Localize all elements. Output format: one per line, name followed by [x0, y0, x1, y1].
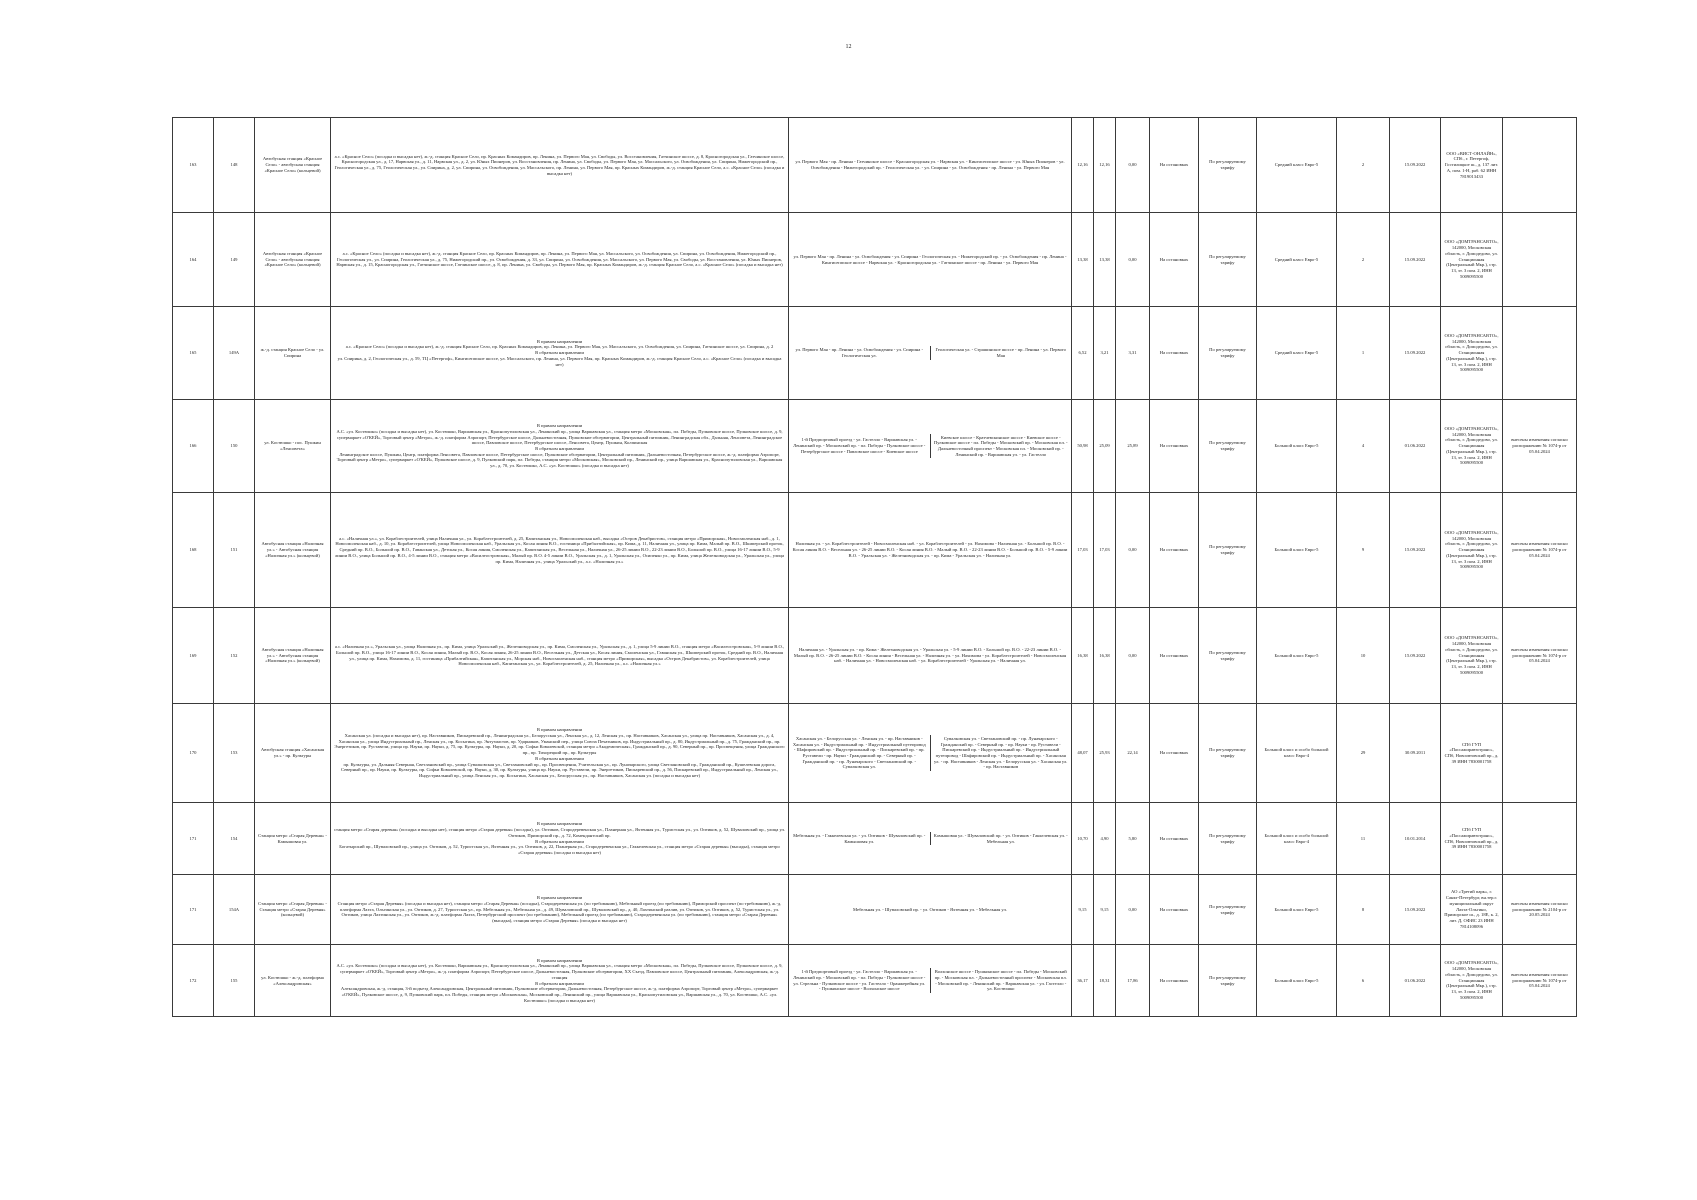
cell-tariff: По регулируемому тарифу	[1199, 875, 1257, 945]
cell-note: внесены изменения согласно распоряжению № 1074-р от 05.04.2024	[1503, 945, 1577, 1017]
cell-vehicle: Большой класс Евро-5	[1257, 875, 1337, 945]
stops-text: А.С. «ул. Костюшко» (посадка и высадка нет), ул. Костюшко, Варшавская ул., Краснопутиловская ул., Ленинский пр., улица Варшавская ул., станция метро «Московская», пл. Победы, Пулковское шоссе, Пулковское шоссе, д. 9, супермаркет «О'КЕЙ», Торговый центр «Метро», ж.-д. платформа Аэропорт, Петербургское шоссе, Дальневосточная, Пулковские обсерватории, Центральный питомник, Ленинградская обл., Дальняя, Ленсовета, Ленинградское шоссе, Павловское шоссе, Петербургское шоссе, Ленсовета, Центр, Пушкин, Колпинская	[336, 428, 783, 446]
stops-text: В обратном направлении	[535, 755, 584, 761]
cell-count: 4	[1337, 400, 1390, 493]
routes-table	[172, 117, 1577, 1017]
cell-vehicle: Большой класс Евро-5	[1257, 608, 1337, 704]
path-forward: 1-й Предпортовый проезд - ул. Гастелло - Варшавская ул. - Ленинский пр. - Московский пр. - пл. Победы - Пулковское шоссе - Петербургское шоссе - Павловское шоссе - Киевское шоссе	[793, 437, 926, 454]
path-backward: Сувалковская ул. - Светлановский пр. - пр. Луначарского - Гражданский пр. - Северный пр. - пр. Науки - пр. Руставели - Пискаревский пр. - Индустриальный пр. - Индустриальный путепровод - Шафировский пр. - Индустриальный пр. - Хасанская ул. - пр. Наставников - Ленская ул. - Белорусская ул. - Хасанская ул. - пр. Наставников	[930, 735, 1072, 771]
table-row	[173, 803, 1577, 875]
path-backward: Камышовая ул. - Шуваловский пр. - ул. Оптиков - Гаккелевская ул. - Мебельная ул.	[930, 832, 1072, 845]
cell-count: 11	[1337, 803, 1390, 875]
cell-note: внесены изменения согласно распоряжению № 2104-р от 20.05.2024	[1503, 875, 1577, 945]
cell-tariff: По регулируемому тарифу	[1199, 803, 1257, 875]
cell-len-back: 0,00	[1116, 875, 1150, 945]
cell-date: 15.09.2022	[1390, 608, 1441, 704]
cell-len-back: 0,00	[1116, 493, 1150, 608]
cell-date: 15.09.2022	[1390, 118, 1441, 213]
cell-vehicle: Большой класс и особо большой класс Евро-4	[1257, 704, 1337, 803]
cell-carrier: СПб ГУП «Пассажиравтотранс», СПб, Новоовтовский пр., д. 39 ИНН 7830001758	[1441, 704, 1503, 803]
table-row	[173, 400, 1577, 493]
cell-stops	[331, 118, 789, 213]
path-forward: Хасанская ул. - Белорусская ул. - Ленская ул. - пр. Наставников - Хасанская ул. - Индустриальный пр. - Индустриальный путепровод - Шафировский пр. - Индустриальный пр. - Пискаревский пр. - пр. Руставели - пр. Науки - Гражданский пр. - Северный пр. - Гражданский пр. - пр. Луначарского - Светлановский пр. - Сувалковская ул.	[792, 735, 926, 770]
cell-stops	[331, 213, 789, 307]
cell-len-fwd: 25,09	[1094, 400, 1116, 493]
cell-n: 166	[173, 400, 214, 493]
cell-carrier: СПб ГУП «Пассажиравтотранс», СПб, Новоовтовский пр., д. 39 ИНН 7830001758	[1441, 803, 1503, 875]
cell-len-fwd: 25,93	[1094, 704, 1116, 803]
cell-len-total: 50,98	[1072, 400, 1094, 493]
cell-len-back: 0,00	[1116, 608, 1150, 704]
cell-route: 149	[214, 213, 255, 307]
cell-stops	[331, 945, 789, 1017]
cell-count: 29	[1337, 704, 1390, 803]
path-forward: 1-й Предпортовый проезд - ул. Гастелло - Варшавская ул. - Ленинский пр. - Московский пр. - пл. Победы - Пулковское шоссе - ул. Стрельна - Пулковское шоссе - ул. Гастелло - Оранжерейная ул. - Пушкинское шоссе - Волхонское шоссе	[793, 969, 926, 992]
cell-n: 171	[173, 875, 214, 945]
cell-tariff: По регулируемому тарифу	[1199, 945, 1257, 1017]
cell-vehicle: Большой класс и особо большой класс Евро-4	[1257, 803, 1337, 875]
cell-path	[789, 400, 1072, 493]
cell-carrier: ООО «ДОМТРАНСАВТО», 142000, Московская область, г. Домодедово, ул. Станционная (Центральный Мкр.), стр. 13, эт. 3 пом. 2, ИНН 5009095500	[1441, 213, 1503, 307]
cell-carrier: ООО «ВИСТ-ОНЛАЙН», СПб., г. Петергоф, Гостилицкое ш., д. 137 лит. А, пом. 1-Н, раб. 62 ИНН 7819013433	[1441, 118, 1503, 213]
stops-text: В обратном направлении	[535, 980, 584, 986]
cell-stop-order: На остановках	[1150, 118, 1199, 213]
cell-route: 150	[214, 400, 255, 493]
cell-stop-order: На остановках	[1150, 307, 1199, 400]
cell-len-fwd: 3,21	[1094, 307, 1116, 400]
cell-len-back: 17,86	[1116, 945, 1150, 1017]
cell-carrier: ООО «ДОМТРАНСАВТО», 142000, Московская область, г. Домодедово, ул. Станционная (Центральный Мкр.), стр. 13, эт. 3 пом. 2, ИНН 5009095500	[1441, 400, 1503, 493]
cell-len-back: 25,89	[1116, 400, 1150, 493]
cell-date: 01.06.2022	[1390, 400, 1441, 493]
cell-route: 154	[214, 803, 255, 875]
cell-vehicle: Средний класс Евро-5	[1257, 213, 1337, 307]
cell-len-total: 13,38	[1072, 213, 1094, 307]
cell-stop-order: На остановках	[1150, 493, 1199, 608]
cell-note	[1503, 803, 1577, 875]
stops-text: В прямом направлении	[536, 895, 583, 901]
cell-count: 6	[1337, 945, 1390, 1017]
cell-len-total: 12,16	[1072, 118, 1094, 213]
cell-count: 8	[1337, 875, 1390, 945]
cell-carrier: ООО «ДОМТРАНСАВТО», 142000, Московская область, г. Домодедово, ул. Станционная (Центральный Мкр.), стр. 13, эт. 3 пом. 2, ИНН 5009095500	[1441, 307, 1503, 400]
cell-len-total: 10,70	[1072, 803, 1094, 875]
path-backward: Киевское шоссе - Кратчевскинское шоссе - Киевское шоссе - Пулковское шоссе - пл. Победы - Московский пр. - Московская пл. - Дальневосточный проспект - Московская пл. - Московский пр. - Ленинский пр. - Варшавская ул. - ул. Гастелло	[930, 434, 1072, 459]
cell-name: Автобусная станция «Красное Село» - автобусная станция «Красное Село» (кольцевой)	[255, 118, 331, 213]
cell-name: Станция метро «Старая Деревня» - Станция метро «Старая Деревня» (кольцевой)	[255, 875, 331, 945]
page-number: 12	[845, 44, 852, 50]
cell-date: 15.09.2022	[1390, 307, 1441, 400]
cell-name: Автобусная станция «Наличная ул.» - Автобусная станция «Наличная ул.» (кольцевой)	[255, 493, 331, 608]
cell-n: 170	[173, 704, 214, 803]
cell-path	[789, 945, 1072, 1017]
cell-note	[1503, 704, 1577, 803]
cell-date: 15.09.2022	[1390, 875, 1441, 945]
table-row	[173, 945, 1577, 1017]
cell-len-fwd: 18,31	[1094, 945, 1116, 1017]
cell-count: 10	[1337, 608, 1390, 704]
path-backward: Геологическая ул. - Страшинское шоссе - пр. Ленина - ул. Первого Мая	[930, 346, 1072, 359]
cell-route: 154А	[214, 875, 255, 945]
cell-date: 15.09.2022	[1390, 493, 1441, 608]
cell-name: Станция метро «Старая Деревня» - Камышовая ул.	[255, 803, 331, 875]
stops-text: В прямом направлении	[536, 957, 583, 963]
table-row	[173, 704, 1577, 803]
cell-date: 01.06.2022	[1390, 945, 1441, 1017]
cell-vehicle: Большой класс Евро-5	[1257, 945, 1337, 1017]
cell-note	[1503, 307, 1577, 400]
cell-len-total: 9,15	[1072, 875, 1094, 945]
cell-len-fwd: 17,03	[1094, 493, 1116, 608]
stops-text: а.с. «Наличная ул.», Уральская ул., улица Наличная ул., пр. Кима, улица Уральский ул., Железноводская ул., пр. Кима, Смоленская ул., Уральская ул., д. 1, улица 5-9 линии В.О., станция метро «Василеостровская», 5-9 линии В.О., Большой пр. В.О., улица 16-17 линии В.О., Косая линия, Малый пр. В.О., Косая линия, 26-25 линии В.О., Весельная ул., Детская ул., Косая линия, Смоленская ул., Гаванская ул., Шкиперский проток, Средний пр. В.О., Наличная ул., улица пр. Кима, Нахимова, д. 11, гостиница «Прибалтийская», Капитанская ул., Морская наб., Новосмоленская наб., станция метро «Приморская», высадка «Остров Декабристов», ул. Кораблестроителей, улица Новосмоленская наб., Капитанская ул., ул. Кораблестроителей, д. 25, Наличная ул., а.с. «Наличная ул.»	[334, 644, 785, 667]
cell-path: Мебельная ул. - Шуваловский пр. - ул. Оптиков - Яхтенная ул. - Мебельная ул.	[789, 875, 1072, 945]
cell-path: Наличная ул. - ул. Кораблестроителей - Новосмоленская наб. - ул. Кораблестроителей - ул. Нахимова - Наличная ул. - Большой пр. В.О. - Косая линия В.О. - Весельная ул. - 26-25 линии В.О. - Косая линия В.О. - Малый пр. В.О. - 22-23 линии В.О. - Большой пр. В.О. - 5-9 линии В.О. - Уральская ул. - Железноводская ул. - пр. Кима - Уральская ул. - Наличная ул.	[789, 493, 1072, 608]
cell-note: внесены изменения согласно распоряжению № 1074-р от 05.04.2024	[1503, 400, 1577, 493]
stops-text: ул. Спирина, д. 2, Геологическая ул., д. 59, ТЦ «Петергоф», Кингисеппское шоссе, ул. Массальского, пр. Ленина, ул. Первого Мая, пр. Красных Командиров, ж.-д. станция Красное Село, а.с. «Красное Село» (посадка и высадка нет)	[337, 355, 782, 367]
stops-text: В обратном направлении	[535, 446, 584, 451]
stops-text: В обратном направлении	[535, 350, 584, 356]
cell-date: 30.09.2011	[1390, 704, 1441, 803]
table-row	[173, 213, 1577, 307]
cell-n: 165	[173, 307, 214, 400]
cell-count: 9	[1337, 493, 1390, 608]
stops-text: В прямом направлении	[536, 423, 583, 429]
cell-tariff: По регулируемому тарифу	[1199, 608, 1257, 704]
cell-stops	[331, 704, 789, 803]
stops-text: Хасанская ул. (посадка и высадка нет), пр. Наставников, Пискаревский пр., Ленинградская ул., Белорусская ул., Ленская ул., д. 12, Ленская ул., пр. Наставников, Хасанская ул., улица пр. Наставников, Хасанская ул., д. 4, Хасанская ул., улица Индустриальный пр., Ленская ул., пр. Косыгина, пр. Энтузиастов, пр. Ударников, Уманский пер., улица Союза Печатников, пр. Индустриальный пр., д. 80, Индустриальный пр., д. 75, Гражданский пр., пр. Энергетиков, пр. Руставели, улица пр. Науки, пр. Науки, д. 75, пр. Культуры, пр. Науки, д. 20, пр. Софьи Ковалевской, станция метро «Академическая», Гражданский пр., д. 90, Северный пр., пр. Просвещения, улица Гражданского пр., пр. Тихорецкий пр., пр. Культуры	[334, 732, 785, 756]
cell-vehicle: Большой класс Евро-5	[1257, 400, 1337, 493]
stops-text: В прямом направлении	[536, 338, 583, 344]
cell-note	[1503, 118, 1577, 213]
cell-len-total: 6,52	[1072, 307, 1094, 400]
path-forward: Мебельная ул. - Гаккелевская ул. - ул. Оптиков - Шуваловский пр. - Камышовая ул.	[793, 832, 926, 844]
cell-count: 2	[1337, 213, 1390, 307]
cell-tariff: По регулируемому тарифу	[1199, 704, 1257, 803]
cell-len-total: 16,38	[1072, 608, 1094, 704]
table-row	[173, 493, 1577, 608]
cell-carrier: ООО «ДОМТРАНСАВТО», 142000, Московская область, г. Домодедово, ул. Станционная (Центральный Мкр.), стр. 13, эт. 3 пом. 2, ИНН 5009095500	[1441, 608, 1503, 704]
path-backward: Волхонское шоссе - Пушкинское шоссе - пл. Победы - Московский пр. - Московская пл. - Дальневосточный проспект - Московская пл. - Московский пр. - Ленинский пр. - Варшавская ул. - ул. Гастелло - ул. Костюшко	[930, 968, 1072, 993]
cell-stop-order: На остановках	[1150, 608, 1199, 704]
cell-path: ул. Первого Мая - пр. Ленина - Гатчинское шоссе - Красногородская ул. - Нарвская ул. - Кингисеппское шоссе - ул. Юных Пионеров - ул. Освобождения - Нижегородский пр. - Геологическая ул. - ул. Спирина - ул. Освобождения - пр. Ленина - ул. Первого Мая	[789, 118, 1072, 213]
cell-carrier: АО «Третий парк», г. Санкт-Петербург, вн.тер.г. муниципальный округ Лахта-Ольгино, Приморское ш., д. 18Е, к. 2, лит. Д, ОФИС 23 ИНН 7814108096	[1441, 875, 1503, 945]
cell-len-back: 22,14	[1116, 704, 1150, 803]
cell-len-back: 3,31	[1116, 307, 1150, 400]
stops-text: Александровская, ж.-д. станция, 3-й подъезд Александровская, Центральный питомник, Пулковские обсерватории, Дальневосточная, Петербургское шоссе, ж.-д. платформа Аэропорт, Торговый центр «Метро», супермаркет «О'КЕЙ», Пулковское шоссе, д. 9, Пулковский парк, пл. Победы, станция метро «Московская», Московский пр., Ленинский пр., улица Варшавская ул., Краснопутиловская ул., Варшавская ул., д. 70, ул. Костюшко, А.С. «ул. Костюшко» (посадка и высадка нет)	[340, 986, 779, 1003]
cell-len-fwd: 12,16	[1094, 118, 1116, 213]
stops-text: пр. Культуры, ул. Дальняя Северная, Светлановский пр., улица Сувалковская ул., Светлановский пр., пр. Просвещения, Учительская ул., пр. Луначарского, улица Светлановский пр., Гражданский пр., Кушелевская дорога, Северный пр., пр. Науки, пр. Культуры, пр. Софьи Ковалевской, пр. Науки, д. 30, пр. Культуры, улица пр. Науки, пр. Руставели, пр. Энергетиков, Пискаревский пр., д. 56, Пискаревский пр., Индустриальный пр., Ленская ул., Индустриальный пр., улица Ленская ул., пр. Косыгина, Хасанская ул., Белорусская ул., пр. Наставников, Хасанская ул. (посадка и высадка нет)	[340, 761, 779, 779]
cell-carrier: ООО «ДОМТРАНСАВТО», 142000, Московская область, г. Домодедово, ул. Станционная (Центральный Мкр.), стр. 13, эт. 3 пом. 2, ИНН 5009095500	[1441, 493, 1503, 608]
stops-text: а.с. «Красное Село» (посадка и высадка нет), ж.-д. станция Красное Село, пр. Красных Командиров, пр. Ленина, ул. Первого Мая, ул. Массальского, ул. Освобождения, ул. Спирина, ул. Освобождения, Нижегородский пр., Геологическая ул., ул. Спирина, Геологическая ул., д. 75, Нижегородский пр., ул. Освобождения, д. 33, ул. Спирина, ул. Освобождения, ул. Массальского, ул. Первого Мая, ул. Свободы, ул. Восстановления, ул. Юных Пионеров, Нарвская ул., д. 15, Красногородская ул., Гатчинское шоссе, Гатчинское шоссе, д. 8, пр. Ленина, ул. Свободы, ул. Первого Мая, пр. Красных Командиров, ж.-д. станция Красное Село, а.с. «Красное Село» (посадка и высадка нет)	[336, 250, 783, 268]
cell-name: ул. Костюшко - пос. Пушкин «Ленсовета»	[255, 400, 331, 493]
cell-carrier: ООО «ДОМТРАНСАВТО», 142000, Московская область, г. Домодедово, ул. Станционная (Центральный Мкр.), стр. 13, эт. 3 пом. 2, ИНН 5009095500	[1441, 945, 1503, 1017]
cell-name: ж.-д. станция Красное Село - ул. Спирина	[255, 307, 331, 400]
path-forward: ул. Первого Мая - пр. Ленина - ул. Освобождения - ул. Спирина - Геологическая ул.	[795, 347, 923, 358]
table-row	[173, 608, 1577, 704]
cell-len-back: 0,00	[1116, 118, 1150, 213]
cell-n: 169	[173, 608, 214, 704]
cell-note: внесены изменения согласно распоряжению № 1074-р от 05.04.2024	[1503, 493, 1577, 608]
cell-stop-order: На остановках	[1150, 945, 1199, 1017]
table-row	[173, 307, 1577, 400]
cell-route: 149А	[214, 307, 255, 400]
cell-tariff: По регулируемому тарифу	[1199, 118, 1257, 213]
cell-tariff: По регулируемому тарифу	[1199, 400, 1257, 493]
cell-len-fwd: 13,38	[1094, 213, 1116, 307]
stops-text: В обратном направлении	[535, 838, 584, 844]
cell-vehicle: Средний класс Евро-5	[1257, 307, 1337, 400]
stops-text: В прямом направлении	[536, 821, 583, 827]
cell-route: 151	[214, 493, 255, 608]
cell-n: 164	[173, 213, 214, 307]
cell-stop-order: На остановках	[1150, 704, 1199, 803]
cell-n: 168	[173, 493, 214, 608]
cell-n: 172	[173, 945, 214, 1017]
stops-text: Богатырский пр., Шуваловский пр., улица ул. Оптиков, д. 52, Туристская ул., Яхтенная ул., ул. Оптиков, д. 22, Планерная ул., Стародеревенская ул., Гаккелевская ул., станция метро «Старая деревня» (высадка), станция метро «Старая деревня» (посадка и высадка нет)	[339, 844, 780, 855]
stops-text: А.С. «ул. Костюшко» (посадка и высадка нет), ул. Костюшко, Варшавская ул., Краснопутиловская ул., Ленинский пр., улица Варшавская ул., станция метро «Московская», пл. Победы, Пулковское шоссе, Пулковское шоссе, д. 9, супермаркет «О'КЕЙ», Торговый центр «Метро», ж.-д. платформа Аэропорт, Петербургское шоссе, Дальневосточная, Пулковские обсерватории, ХХ Съезд, Павловское шоссе, Центральный питомник, Александровская, ж.-д. станция	[336, 963, 783, 980]
cell-n: 171	[173, 803, 214, 875]
cell-stops	[331, 608, 789, 704]
cell-len-fwd: 9,15	[1094, 875, 1116, 945]
stops-text: а.с. «Красное Село» (посадка и высадка нет), ж.-д. станция Красное Село, пр. Красных Командиров, пр. Ленина, ул. Первого Мая, ул. Свободы, ул. Восстановления, Гатчинское шоссе, д. 8, Красногородская ул., Гатчинское шоссе, Красногородская ул., д. 17, Нарвская ул., д. 11, Нарвская ул., д. 2, ул. Юных Пионеров, ул. Восстановления, пр. Ленина, ул. Свободы, ул. Первого Мая, ул. Массальского, ул. Освобождения, ул. Спирина, Нижегородский пр., Геологическая ул., д. 75, Геологическая ул., ул. Спирина, д. 2, ул. Спирина, ул. Освобождения, ул. Массальского, пр. Ленина, ул. Первого Мая, пр. Красных Командиров, ж.-д. станция Красное Село, а.с. «Красное Село» (посадка и высадка нет)	[334, 153, 785, 176]
cell-name: ул. Костюшко - ж.-д. платформа «Александровская»	[255, 945, 331, 1017]
stops-text: станция метро «Старая деревня» (посадка и высадка нет), станция метро «Старая деревня» (посадка), ул. Оптиков, Стародеревенская ул., Планерная ул., Яхтенная ул., Туристская ул., ул. Оптиков, д. 52, Шуваловский пр., улица ул. Оптиков, Приморский пр., д. 72, Комендантский пр.	[334, 827, 785, 838]
cell-route: 155	[214, 945, 255, 1017]
stops-text: Станция метро «Старая Деревня» (посадка и высадка нет), станция метро «Старая Деревня» (посадка), Стародеревенская ул. (по требованию), Мебельный проезд (по требованию), Приморский проспект (по требованию), ж.-д. платформа Лахта, Ольгинская ул., ул. Оптиков, д. 27, Туристская ул., пр. Мебельная ул., Мебельная ул., д. 49, Шуваловский пр., Шуваловский пр., д. 40, Лахтинский разлив, ул. Оптиков, ул. Оптиков, д. 52, Туристская ул., ул. Оптиков, улица Лахтинская ул., ул. Оптиков, ж.-д. платформа Лахта, Петербургский проспект (по требованию), Мебельный проезд (по требованию), Стародеревенская ул. (по требованию), станция метро «Старая Деревня» (высадка), станция метро «Старая Деревня» (посадка и высадка нет)	[337, 900, 782, 924]
cell-route: 148	[214, 118, 255, 213]
routes-table-body	[173, 118, 1577, 1017]
cell-n: 163	[173, 118, 214, 213]
cell-stops	[331, 493, 789, 608]
table-row	[173, 118, 1577, 213]
cell-len-fwd: 16,38	[1094, 608, 1116, 704]
cell-count: 1	[1337, 307, 1390, 400]
cell-path	[789, 803, 1072, 875]
cell-stop-order: На остановках	[1150, 803, 1199, 875]
stops-text: Ленинградское шоссе, Пушкин, Центр, платформа Ленсовета, Павловское шоссе, Петербургское шоссе, Пулковские обсерватории, Центральный питомник, Дальневосточная, Петербургское шоссе, ж.-д. платформа Аэропорт, Торговый центр «Метро», супермаркет «О'КЕЙ», Пулковское шоссе, д. 9, Пулковский парк, пл. Победы, станция метро «Московская», Московский пр., Ленинский пр., улица Варшавская ул., Краснопутиловская ул., Варшавская ул., д. 70, ул. Костюшко, А.С. «ул. Костюшко» (посадка и высадка нет)	[336, 451, 783, 469]
cell-date: 15.09.2022	[1390, 213, 1441, 307]
cell-note	[1503, 213, 1577, 307]
cell-vehicle: Большой класс Евро-5	[1257, 493, 1337, 608]
cell-tariff: По регулируемому тарифу	[1199, 307, 1257, 400]
cell-tariff: По регулируемому тарифу	[1199, 493, 1257, 608]
cell-name: Автобусная станция «Хасанская ул.» - пр. Культуры	[255, 704, 331, 803]
cell-len-fwd: 4,90	[1094, 803, 1116, 875]
table-row	[173, 875, 1577, 945]
cell-stops	[331, 400, 789, 493]
cell-vehicle: Средний класс Евро-5	[1257, 118, 1337, 213]
cell-route: 152	[214, 608, 255, 704]
cell-stops	[331, 875, 789, 945]
cell-route: 153	[214, 704, 255, 803]
stops-text: а.с. «Красное Село» (посадка и высадка нет), ж.-д. станция Красное Село, пр. Красных Командиров, пр. Ленина, ул. Первого Мая, ул. Массальского, ул. Освобождения, ул. Спирина, Гатчинское шоссе, ул. Спирина, д. 2	[345, 344, 774, 350]
cell-len-total: 48,07	[1072, 704, 1094, 803]
cell-path	[789, 307, 1072, 400]
cell-stops	[331, 803, 789, 875]
cell-len-total: 36,17	[1072, 945, 1094, 1017]
cell-len-total: 17,03	[1072, 493, 1094, 608]
cell-name: Автобусная станция «Красное Село» - автобусная станция «Красное Село» (кольцевой)	[255, 213, 331, 307]
cell-name: Автобусная станция «Наличная ул.» - Автобусная станция «Наличная ул.» (кольцевой)	[255, 608, 331, 704]
cell-note: внесены изменения согласно распоряжению № 1074-р от 05.04.2024	[1503, 608, 1577, 704]
cell-path: ул. Первого Мая - пр. Ленина - ул. Освобождения - ул. Спирина - Геологическая ул. - Нижегородский пр. - ул. Освобождения - пр. Ленина - Кингисеппское шоссе - Нарвская ул. - Красногородская ул. - Гатчинское шоссе - пр. Ленина - ул. Первого Мая	[789, 213, 1072, 307]
cell-stops	[331, 307, 789, 400]
cell-tariff: По регулируемому тарифу	[1199, 213, 1257, 307]
cell-count: 2	[1337, 118, 1390, 213]
cell-stop-order: На остановках	[1150, 875, 1199, 945]
cell-path: Наличная ул. - Уральская ул. - пр. Кима - Железноводская ул. - Уральская ул. - 5-9 линии В.О. - Большой пр. В.О. - 22-23 линии В.О. - Малый пр. В.О. - 26-25 линии В.О. - Косая линия - Весельная ул. - Наличная ул. - ул. Нахимова - ул. Кораблестроителей - Новосмоленская наб. - Наличная ул. - Новосмоленская наб. - ул. Кораблестроителей - Уральская ул. - Наличная ул.	[789, 608, 1072, 704]
cell-stop-order: На остановках	[1150, 213, 1199, 307]
cell-path	[789, 704, 1072, 803]
cell-date: 10.01.2014	[1390, 803, 1441, 875]
stops-text: В прямом направлении	[536, 727, 583, 733]
cell-len-back: 5,80	[1116, 803, 1150, 875]
cell-stop-order: На остановках	[1150, 400, 1199, 493]
cell-len-back: 0,00	[1116, 213, 1150, 307]
stops-text: а.с. «Наличная ул.», ул. Кораблестроителей, улица Наличная ул., ул. Кораблестроителей, д. 25, Капитанская ул., Новосмоленская наб., высадка «Остров Декабристов», станция метро «Приморская», Новосмоленская наб., д. 1, Новосмоленская наб., д. 10, ул. Кораблестроителей, улица Новосмоленская наб., Уральская ул., Косая линия В.О., гостиница «Прибалтийская», пр. Кима, д. 11, Наличная ул., улица пр. Кима, Малый пр. В.О., Шкиперский проток, Средний пр. В.О., Большой пр. В.О., Гаванская ул., Детская ул., Косая линия, Смоленская ул., Капитанская ул., Весельная ул., Наличная ул., 26-25 линии В.О., 22-23 линии В.О., Большой пр. В.О., улица 16-17 линии В.О., 5-9 линии В.О., улица Большой пр. В.О., 4-5 линии В.О., станция метро «Василеостровская», Малый пр. В.О. 4-5 линии В.О., Уральская ул., д. 1, Уральская ул., Осипенко ул., пр. Кима, улица Железноводская ул., Уральская ул., улица пр. Кима, Наличная ул., улица Уральский ул., а.с. «Наличная ул.»	[334, 535, 785, 564]
